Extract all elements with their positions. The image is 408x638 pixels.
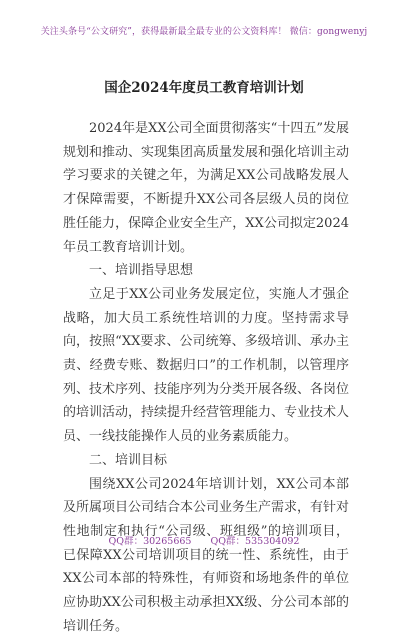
- footer-contact: [0, 536, 408, 548]
- section-heading-training-goals: 二、培训目标: [89, 452, 168, 468]
- footer-qq-group-2: QQ群：535304092: [210, 536, 300, 547]
- document-body: [63, 117, 349, 638]
- footer-qq-group-1: QQ群：30265665: [108, 536, 192, 547]
- paragraph-intro: 2024年是XX公司全面贯彻落实“十四五”发展规划和推动、实现集团高质量发展和强化培训主动学习要求的关键之年，为满足XX公司战略发展人才保障需要，不断提升XX公司各层级人员的岗位胜任能力，保障企业安全生产，XX公司拟定2024年员工教育培训计划。: [63, 121, 350, 255]
- paragraph-guiding-ideology: 立足于XX公司业务发展定位，实施人才强企战略，加大员工系统性培训的力度。坚持需求导向，按照“XX要求、公司统筹、多级培训、承办主责、经费专账、数据归口”的工作机制，以管理序列、技术序列、技能序列为分类开展各级、各岗位的培训活动，持续提升经营管理能力、专业技术人员、一线技能操作人员的业务素质能力。: [63, 286, 350, 445]
- paragraph-training-goals: 围绕XX公司2024年培训计划，XX公司本部及所属项目公司结合本公司业务生产需求，有针对性地制定和执行“公司级、班组级”的培训项目，已保障XX公司培训项目的统一性、系统性，由于XX公司本部的特殊性，有师资和场地条件的单位应协助XX公司积极主动承担XX级、分公司本部的培训任务。: [63, 476, 350, 634]
- document-title: 国企2024年度员工教育培训计划: [104, 80, 304, 96]
- section-heading-guiding-ideology: 一、培训指导思想: [89, 263, 194, 279]
- header-note: 关注头条号“公文研究”，获得最新最全最专业的公文资料库！ 微信：gongwenyj: [40, 27, 368, 37]
